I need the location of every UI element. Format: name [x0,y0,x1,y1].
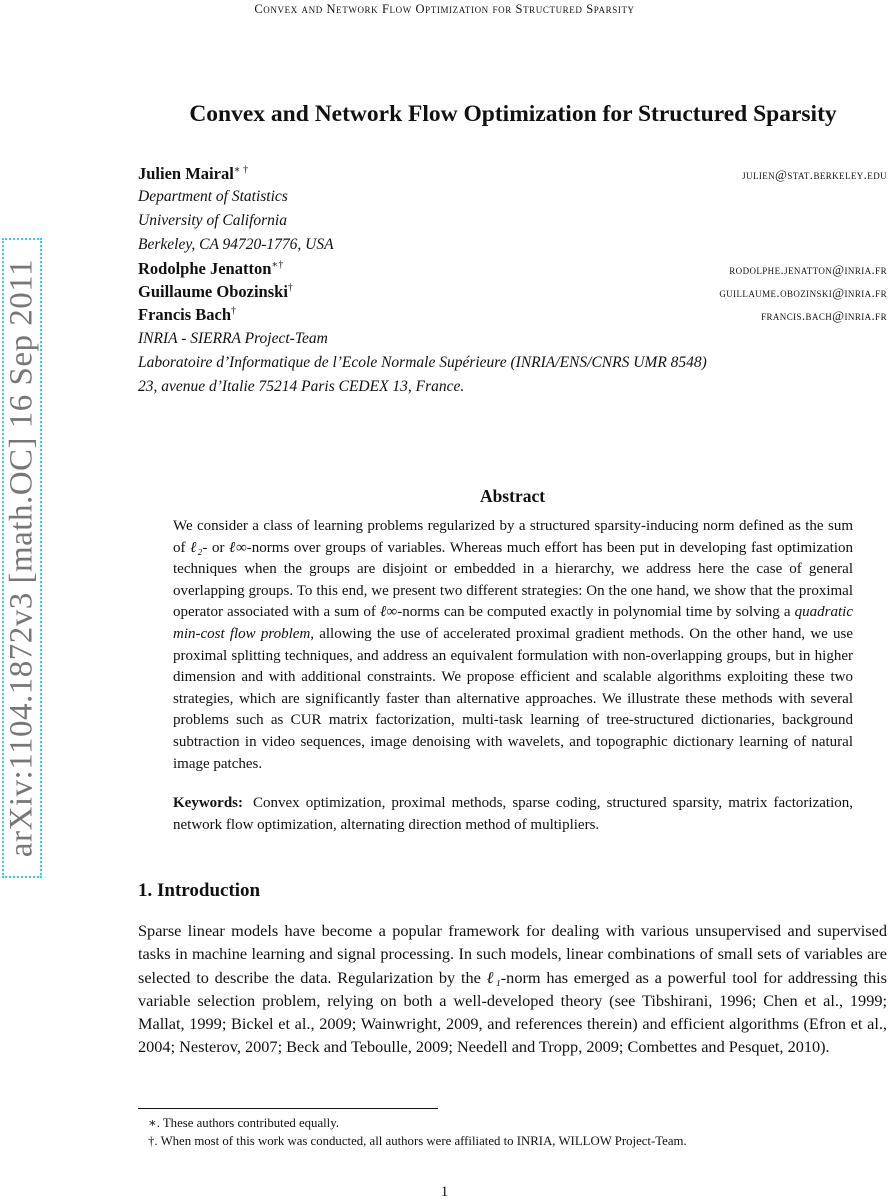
author-mark: † [231,305,237,317]
author-mark: † [287,282,293,294]
author-row-obozinski [138,282,887,304]
author-email: rodolphe.jenatton@inria.fr [729,262,887,277]
arxiv-stamp [2,238,42,878]
author-name: Julien Mairal∗ † [138,164,249,183]
affiliation-line: Berkeley, CA 94720-1776, USA [138,236,334,253]
author-email: julien@stat.berkeley.edu [742,167,887,182]
author-name: Guillaume Obozinski† [138,282,293,301]
math-linf-norm: ℓ∞ [229,539,247,556]
keywords-text: Convex optimization, proximal methods, sparse coding, structured sparsity, matrix factorization, network flow optimization, alternating direction method of multipliers. [173,795,853,833]
author-name: Rodolphe Jenatton∗† [138,259,284,278]
footnote-rule [138,1108,438,1109]
author-name: Francis Bach† [138,305,237,324]
section-heading-introduction: 1. Introduction [138,880,261,901]
affiliation-line: Laboratoire d’Informatique de l’Ecole Normale Supérieure (INRIA/ENS/CNRS UMR 8548) [138,354,707,371]
running-head: Convex and Network Flow Optimization for Structured Sparsity [254,2,635,16]
author-mark: ∗† [271,259,284,271]
abstract-text: We consider a class of learning problems regularized by a structured sparsity-inducing norm defined as the sum of ℓ₂- or ℓ∞-norms over groups of variables. Whereas much effort has been put in developing fast optimization techniques when the groups are disjoint or embedded in a hierarchy, we address here the case of general overlapping groups. To this end, we present two different strategies: On the one hand, we show that the proximal operator associated with a sum of ℓ∞-norms can be computed exactly in polynomial time by solving a quadratic min-cost flow problem, allowing the use of accelerated proximal gradient methods. On the other hand, we use proximal splitting techniques, and address an equivalent formulation with non-overlapping groups, but in higher dimension and with additional constraints. We propose efficient and scalable algorithms exploiting these two strategies, which are significantly faster than alternative approaches. We illustrate these methods with several problems such as CUR matrix factorization, multi-task learning of tree-structured dictionaries, background subtraction in video sequences, image denoising with wavelets, and topographic dictionary learning of natural image patches. [173,518,854,772]
affiliation-line: 23, avenue d’Italie 75214 Paris CEDEX 13, France. [138,378,465,395]
math-linf-norm: ℓ∞ [379,604,398,621]
keywords-label: Keywords: [173,795,243,811]
author-row-jenatton [138,259,887,281]
affiliation-line: University of California [138,212,287,229]
affiliation-line: Department of Statistics [138,188,288,205]
math-l2-norm: ℓ₂ [190,539,203,556]
footnote: †. When most of this work was conducted, all authors were affiliated to INRIA, WILLOW Project-Team. [148,1134,687,1148]
author-email: guillaume.obozinski@inria.fr [719,285,887,300]
arxiv-stamp-text: arXiv:1104.1872v3 [math.OC] 16 Sep 2011 [3,258,40,858]
author-row-bach [138,305,887,327]
author-mark: ∗ † [233,164,249,176]
page-number: 1 [440,1184,449,1200]
abstract-heading: Abstract [479,486,546,506]
abstract-emphasis: quadratic min-cost flow problem [173,604,853,642]
author-email: francis.bach@inria.fr [761,308,887,323]
footnote: ∗. These authors contributed equally. [148,1116,340,1130]
introduction-paragraph: Sparse linear models have become a popular framework for dealing with various unsupervised and supervised tasks in machine learning and signal processing. In such models, linear combinations of small sets of variables are selected to describe the data. Regularization by the ℓ₁-norm has emerged as a powerful tool for addressing this variable selection problem, relying on both a well-developed theory (see Tibshirani, 1996; Chen et al., 1999; Mallat, 1999; Bickel et al., 2009; Wainwright, 2009, and references therein) and efficient algorithms (Efron et al., 2004; Nesterov, 2007; Beck and Teboulle, 2009; Needell and Tropp, 2009; Combettes and Pesquet, 2010). [138,921,887,1057]
affiliation-line: INRIA - SIERRA Project-Team [138,330,328,347]
keywords [173,793,853,836]
paper-title: Convex and Network Flow Optimization for Structured Sparsity [189,101,837,127]
author-row-mairal [138,164,887,186]
math-l1-norm: ℓ₁ [486,967,501,987]
